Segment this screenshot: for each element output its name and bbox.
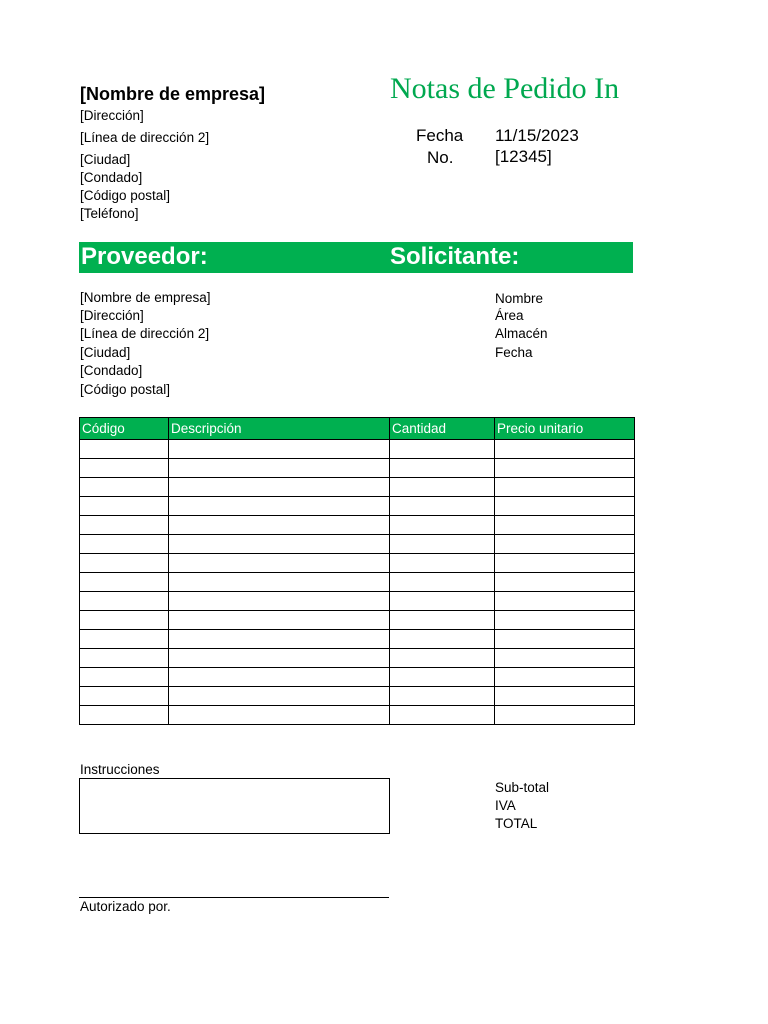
table-cell[interactable]	[169, 535, 390, 554]
supplier-line: [Línea de dirección 2]	[80, 326, 210, 341]
table-row	[80, 573, 635, 592]
table-cell[interactable]	[169, 440, 390, 459]
items-table-body	[80, 440, 635, 725]
requester-area-label: Área	[495, 308, 524, 323]
table-cell[interactable]	[390, 630, 495, 649]
company-name: [Nombre de empresa]	[80, 84, 266, 104]
table-cell[interactable]	[495, 573, 635, 592]
table-cell[interactable]	[80, 554, 169, 573]
table-cell[interactable]	[169, 611, 390, 630]
table-cell[interactable]	[390, 611, 495, 630]
table-row	[80, 687, 635, 706]
table-cell[interactable]	[390, 592, 495, 611]
table-row	[80, 630, 635, 649]
company-address-line: [Condado]	[80, 170, 143, 185]
total-label: TOTAL	[495, 816, 538, 831]
table-cell[interactable]	[169, 668, 390, 687]
table-cell[interactable]	[80, 516, 169, 535]
table-cell[interactable]	[390, 649, 495, 668]
table-cell[interactable]	[495, 478, 635, 497]
table-cell[interactable]	[80, 706, 169, 725]
table-cell[interactable]	[169, 554, 390, 573]
table-cell[interactable]	[390, 706, 495, 725]
document-title: Notas de Pedido In	[390, 72, 620, 105]
table-cell[interactable]	[80, 592, 169, 611]
table-cell[interactable]	[495, 668, 635, 687]
company-address-line: [Dirección]	[80, 108, 144, 123]
table-cell[interactable]	[169, 687, 390, 706]
table-row	[80, 459, 635, 478]
requester-date-label: Fecha	[495, 345, 533, 360]
table-cell[interactable]	[495, 516, 635, 535]
supplier-line: [Ciudad]	[80, 345, 131, 360]
table-cell[interactable]	[169, 706, 390, 725]
supplier-line: [Dirección]	[80, 308, 144, 323]
table-row	[80, 611, 635, 630]
column-header-description: Descripción	[169, 418, 390, 440]
table-cell[interactable]	[390, 668, 495, 687]
subtotal-label: Sub-total	[495, 780, 550, 795]
table-cell[interactable]	[390, 687, 495, 706]
table-cell[interactable]	[495, 611, 635, 630]
table-cell[interactable]	[390, 440, 495, 459]
table-cell[interactable]	[169, 592, 390, 611]
table-cell[interactable]	[80, 459, 169, 478]
column-header-quantity: Cantidad	[390, 418, 495, 440]
date-label: Fecha	[416, 126, 464, 145]
table-row	[80, 592, 635, 611]
table-cell[interactable]	[495, 535, 635, 554]
table-row	[80, 478, 635, 497]
order-number-value: [12345]	[495, 147, 552, 166]
table-cell[interactable]	[80, 497, 169, 516]
table-cell[interactable]	[390, 459, 495, 478]
column-header-code: Código	[80, 418, 169, 440]
table-cell[interactable]	[495, 459, 635, 478]
company-address-line: [Teléfono]	[80, 206, 139, 221]
table-cell[interactable]	[80, 649, 169, 668]
table-cell[interactable]	[169, 630, 390, 649]
tax-label: IVA	[495, 798, 516, 813]
table-row	[80, 668, 635, 687]
table-cell[interactable]	[390, 573, 495, 592]
table-row	[80, 535, 635, 554]
instructions-label: Instrucciones	[80, 762, 160, 777]
company-address-line: [Línea de dirección 2]	[80, 130, 210, 145]
date-value: 11/15/2023	[495, 126, 579, 145]
table-cell[interactable]	[495, 497, 635, 516]
section-header-bar	[79, 242, 633, 273]
table-cell[interactable]	[495, 687, 635, 706]
signature-line	[79, 897, 389, 898]
order-number-label: No.	[427, 148, 454, 167]
table-cell[interactable]	[80, 611, 169, 630]
table-cell[interactable]	[495, 554, 635, 573]
table-cell[interactable]	[169, 573, 390, 592]
company-address-line: [Ciudad]	[80, 152, 131, 167]
table-cell[interactable]	[169, 459, 390, 478]
table-cell[interactable]	[390, 478, 495, 497]
requester-name-label: Nombre	[495, 291, 544, 306]
table-cell[interactable]	[495, 630, 635, 649]
table-cell[interactable]	[169, 516, 390, 535]
table-cell[interactable]	[80, 535, 169, 554]
table-cell[interactable]	[80, 630, 169, 649]
table-cell[interactable]	[390, 516, 495, 535]
company-address-line: [Código postal]	[80, 188, 171, 203]
items-table-header-row	[80, 418, 635, 440]
table-cell[interactable]	[390, 535, 495, 554]
items-table	[79, 417, 635, 725]
column-header-unit-price: Precio unitario	[495, 418, 635, 440]
table-cell[interactable]	[495, 649, 635, 668]
table-row	[80, 497, 635, 516]
table-cell[interactable]	[80, 668, 169, 687]
authorized-by-label: Autorizado por.	[80, 899, 171, 914]
table-cell[interactable]	[390, 497, 495, 516]
table-cell[interactable]	[80, 573, 169, 592]
table-cell[interactable]	[169, 478, 390, 497]
table-cell[interactable]	[80, 687, 169, 706]
table-row	[80, 516, 635, 535]
table-row	[80, 706, 635, 725]
table-cell[interactable]	[169, 497, 390, 516]
table-row	[80, 649, 635, 668]
table-cell[interactable]	[495, 706, 635, 725]
table-cell[interactable]	[495, 440, 635, 459]
table-row	[80, 554, 635, 573]
table-cell[interactable]	[80, 478, 169, 497]
table-cell[interactable]	[169, 649, 390, 668]
table-cell[interactable]	[390, 554, 495, 573]
supplier-section-label: Proveedor:	[81, 243, 208, 270]
requester-section-label: Solicitante:	[390, 243, 520, 270]
requester-warehouse-label: Almacén	[495, 326, 548, 341]
table-row	[80, 440, 635, 459]
table-cell[interactable]	[495, 592, 635, 611]
supplier-line: [Condado]	[80, 363, 143, 378]
supplier-line: [Código postal]	[80, 382, 171, 397]
instructions-box[interactable]	[79, 778, 390, 834]
table-cell[interactable]	[80, 440, 169, 459]
supplier-line: [Nombre de empresa]	[80, 290, 211, 305]
